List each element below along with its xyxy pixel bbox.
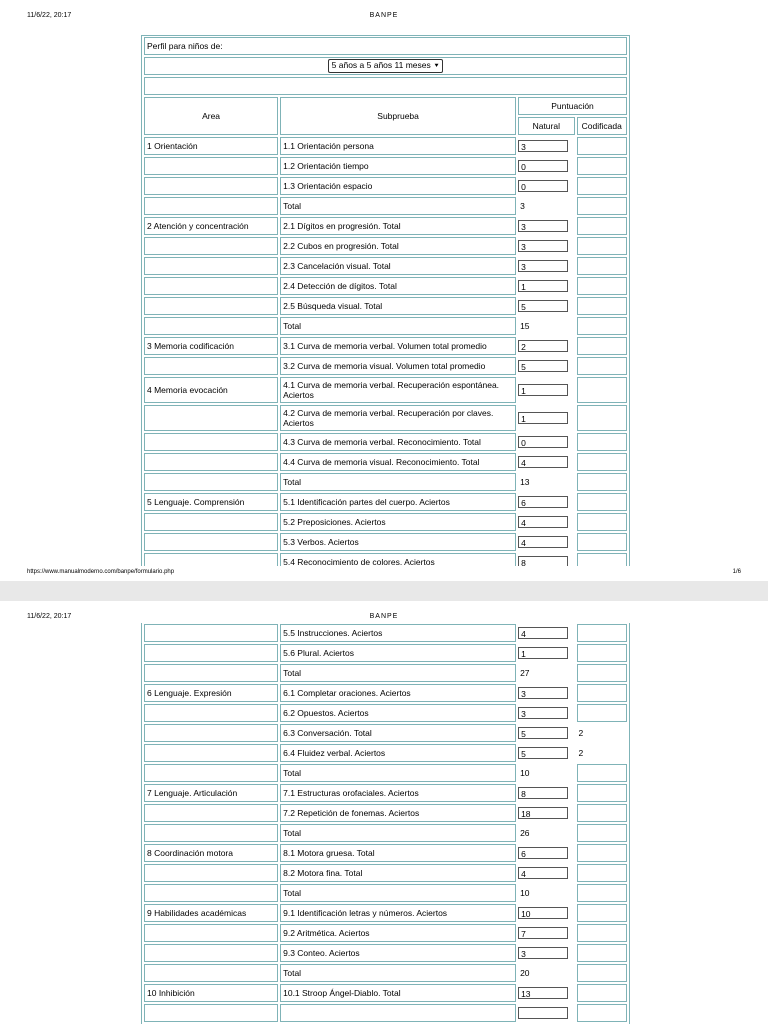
table-row [144, 844, 627, 862]
area-cell [144, 764, 278, 782]
table-row [144, 433, 627, 451]
natural-score-cell [518, 177, 574, 195]
natural-score-cell [518, 684, 574, 702]
coded-score-cell [577, 297, 627, 315]
age-select[interactable] [328, 59, 444, 73]
subtest-cell: 5.6 Plural. Aciertos [280, 644, 516, 662]
scores-table [142, 35, 629, 566]
subtest-cell: 5.5 Instrucciones. Aciertos [280, 624, 516, 642]
subtest-cell: 1.2 Orientación tiempo [280, 157, 516, 175]
subtest-cell: 2.1 Dígitos en progresión. Total [280, 217, 516, 235]
age-select-value: 5 años a 5 años 11 meses [331, 60, 431, 70]
coded-score-cell [577, 317, 627, 335]
coded-score-cell [577, 237, 627, 255]
coded-score-cell [577, 197, 627, 215]
subtest-cell: 6.2 Opuestos. Aciertos [280, 704, 516, 722]
total-natural-value: 27 [520, 668, 530, 678]
print-datetime: 11/6/22, 20:17 [27, 12, 72, 19]
natural-score-cell [518, 237, 574, 255]
natural-score-cell [518, 493, 574, 511]
natural-score-input[interactable]: 4 [518, 536, 568, 548]
natural-score-cell [518, 644, 574, 662]
table-row [144, 237, 627, 255]
subtest-cell: 6.3 Conversación. Total [280, 724, 516, 742]
area-cell [144, 237, 278, 255]
table-row [144, 964, 627, 982]
area-cell [144, 277, 278, 295]
table-row [144, 784, 627, 802]
table-row [144, 644, 627, 662]
total-natural-value: 20 [520, 968, 530, 978]
natural-score-cell [518, 984, 574, 1002]
spacer-row [144, 77, 627, 95]
table-row [144, 744, 627, 762]
table-row [144, 297, 627, 315]
subtest-cell: 2.2 Cubos en progresión. Total [280, 237, 516, 255]
natural-score-cell [518, 405, 574, 431]
age-select-cell [144, 57, 627, 75]
subtest-cell: 7.2 Repetición de fonemas. Aciertos [280, 804, 516, 822]
area-cell: 4 Memoria evocación [144, 377, 278, 403]
coded-score-cell [577, 704, 627, 722]
natural-score-input[interactable]: 3 [518, 220, 568, 232]
natural-score-cell [518, 277, 574, 295]
subtest-cell: 4.4 Curva de memoria visual. Reconocimiento. Total [280, 453, 516, 471]
table-row [144, 157, 627, 175]
natural-score-cell [518, 904, 574, 922]
print-url: https://www.manualmoderno.com/banpe/formulario.php [27, 569, 175, 575]
natural-score-input[interactable]: 1 [518, 412, 568, 424]
subtest-cell: 7.1 Estructuras orofaciales. Aciertos [280, 784, 516, 802]
coded-score-cell [577, 377, 627, 403]
natural-score-cell [518, 924, 574, 942]
total-label: Total [280, 824, 516, 842]
table-row [144, 197, 627, 215]
natural-score-cell [518, 257, 574, 275]
table-row [144, 984, 627, 1002]
table-row [144, 944, 627, 962]
natural-score-cell [518, 784, 574, 802]
print-page-2 [0, 601, 768, 1024]
table-row [144, 177, 627, 195]
coded-score-cell [577, 804, 627, 822]
subtest-cell: 9.2 Aritmética. Aciertos [280, 924, 516, 942]
form-frame [141, 35, 630, 566]
natural-score-cell [518, 453, 574, 471]
coded-score-cell [577, 924, 627, 942]
area-cell: 3 Memoria codificación [144, 337, 278, 355]
print-datetime: 11/6/22, 20:17 [27, 613, 72, 620]
subtest-cell: 8.2 Motora fina. Total [280, 864, 516, 882]
total-natural-value: 13 [520, 477, 530, 487]
natural-score-input[interactable]: 4 [518, 456, 568, 468]
col-header-area: Area [144, 97, 278, 135]
area-cell [144, 433, 278, 451]
subtest-cell: 8.1 Motora gruesa. Total [280, 844, 516, 862]
coded-score-cell [577, 664, 627, 682]
coded-score-cell [577, 884, 627, 902]
total-label: Total [280, 664, 516, 682]
total-label: Total [280, 197, 516, 215]
area-cell [144, 924, 278, 942]
coded-score-cell [577, 533, 627, 551]
coded-score-cell [577, 177, 627, 195]
print-page-number: 1/6 [732, 569, 741, 575]
area-cell [144, 297, 278, 315]
natural-score-cell [518, 297, 574, 315]
coded-score-cell [577, 337, 627, 355]
coded-score-cell [577, 357, 627, 375]
coded-score-cell [577, 433, 627, 451]
natural-score-cell [518, 513, 574, 531]
table-row [144, 684, 627, 702]
coded-score-cell [577, 644, 627, 662]
subtest-cell: 5.3 Verbos. Aciertos [280, 533, 516, 551]
area-cell [144, 513, 278, 531]
area-cell: 8 Coordinación motora [144, 844, 278, 862]
natural-score-input[interactable]: 0 [518, 180, 568, 192]
table-row [144, 277, 627, 295]
area-cell [144, 724, 278, 742]
natural-score-cell [518, 704, 574, 722]
coded-score-cell [577, 1004, 627, 1022]
area-cell [144, 884, 278, 902]
natural-score-input[interactable]: 4 [518, 867, 568, 879]
coded-score-cell [577, 137, 627, 155]
area-cell [144, 177, 278, 195]
subtest-cell: 4.2 Curva de memoria verbal. Recuperación por claves. Aciertos [280, 405, 516, 431]
natural-score-cell [518, 724, 574, 742]
natural-score-cell [518, 137, 574, 155]
col-header-natural: Natural [518, 117, 574, 135]
coded-score-cell [577, 784, 627, 802]
total-label: Total [280, 473, 516, 491]
coded-score-cell [577, 553, 627, 566]
total-natural-value: 26 [520, 828, 530, 838]
area-cell [144, 864, 278, 882]
natural-score-input[interactable]: 5 [518, 727, 568, 739]
subtest-cell [280, 1004, 516, 1022]
subtest-cell: 4.1 Curva de memoria verbal. Recuperación espontánea. Aciertos [280, 377, 516, 403]
area-cell: 6 Lenguaje. Expresión [144, 684, 278, 702]
subtest-cell: 5.4 Reconocimiento de colores. Aciertos [280, 553, 516, 566]
total-natural-value: 10 [520, 768, 530, 778]
natural-score-cell [518, 433, 574, 451]
natural-score-input[interactable]: 3 [518, 707, 568, 719]
area-cell [144, 804, 278, 822]
table-row [144, 924, 627, 942]
natural-score-cell [518, 217, 574, 235]
print-title: BANPE [369, 613, 399, 620]
table-row [144, 824, 627, 842]
table-row [144, 864, 627, 882]
natural-score-input[interactable]: 5 [518, 360, 568, 372]
area-cell [144, 405, 278, 431]
area-cell [144, 704, 278, 722]
subtest-cell: 1.3 Orientación espacio [280, 177, 516, 195]
table-row [144, 764, 627, 782]
area-cell [144, 453, 278, 471]
subtest-cell: 2.5 Búsqueda visual. Total [280, 297, 516, 315]
natural-score-input[interactable]: 7 [518, 927, 568, 939]
table-row [144, 704, 627, 722]
table-row [144, 337, 627, 355]
area-cell [144, 357, 278, 375]
natural-score-input[interactable]: 3 [518, 947, 568, 959]
area-cell [144, 553, 278, 566]
table-row [144, 493, 627, 511]
natural-score-input[interactable]: 10 [518, 907, 568, 919]
coded-score-cell [577, 764, 627, 782]
subtest-cell: 1.1 Orientación persona [280, 137, 516, 155]
table-row [144, 804, 627, 822]
table-row [144, 317, 627, 335]
area-cell: 1 Orientación [144, 137, 278, 155]
area-cell [144, 744, 278, 762]
total-natural-value: 10 [520, 888, 530, 898]
area-cell [144, 964, 278, 982]
natural-score-input[interactable]: 6 [518, 847, 568, 859]
table-row [144, 257, 627, 275]
col-header-subtest: Subprueba [280, 97, 516, 135]
area-cell [144, 197, 278, 215]
table-row [144, 533, 627, 551]
natural-score-cell [518, 377, 574, 403]
natural-score-input[interactable]: 2 [518, 340, 568, 352]
coded-score-cell [577, 944, 627, 962]
coded-score-cell [577, 684, 627, 702]
natural-score-input[interactable]: 3 [518, 687, 568, 699]
table-row [144, 664, 627, 682]
natural-score-cell [518, 624, 574, 642]
natural-score-input[interactable]: 1 [518, 647, 568, 659]
natural-score-cell [518, 337, 574, 355]
area-cell [144, 664, 278, 682]
subtest-cell: 3.2 Curva de memoria visual. Volumen total promedio [280, 357, 516, 375]
natural-score-input[interactable] [518, 1007, 568, 1019]
subtest-cell: 2.3 Cancelación visual. Total [280, 257, 516, 275]
total-label: Total [280, 964, 516, 982]
natural-score-cell [518, 864, 574, 882]
natural-score-input[interactable]: 5 [518, 300, 568, 312]
area-cell: 5 Lenguaje. Comprensión [144, 493, 278, 511]
natural-score-cell [518, 1004, 574, 1022]
coded-score-cell [577, 405, 627, 431]
subtest-cell: 3.1 Curva de memoria verbal. Volumen total promedio [280, 337, 516, 355]
table-row [144, 377, 627, 403]
table-row [144, 137, 627, 155]
coded-score-cell [577, 864, 627, 882]
table-row [144, 357, 627, 375]
area-cell: 10 Inhibición [144, 984, 278, 1002]
subtest-cell: 9.1 Identificación letras y números. Aciertos [280, 904, 516, 922]
area-cell [144, 257, 278, 275]
natural-score-input[interactable]: 8 [518, 787, 568, 799]
coded-score-cell [577, 493, 627, 511]
area-cell [144, 317, 278, 335]
total-label: Total [280, 884, 516, 902]
coded-score-cell [577, 904, 627, 922]
chevron-down-icon: ⯆ [433, 63, 440, 70]
natural-score-input[interactable]: 1 [518, 384, 568, 396]
subtest-cell: 2.4 Detección de dígitos. Total [280, 277, 516, 295]
subtest-cell: 4.3 Curva de memoria verbal. Reconocimiento. Total [280, 433, 516, 451]
natural-score-input[interactable]: 4 [518, 516, 568, 528]
table-row [144, 553, 627, 566]
natural-score-input[interactable]: 3 [518, 240, 568, 252]
coded-score-cell [577, 257, 627, 275]
area-cell: 2 Atención y concentración [144, 217, 278, 235]
table-row [144, 473, 627, 491]
natural-score-input[interactable]: 1 [518, 280, 568, 292]
area-cell [144, 473, 278, 491]
total-label: Total [280, 317, 516, 335]
natural-score-cell [518, 744, 574, 762]
natural-score-input[interactable]: 18 [518, 807, 568, 819]
subtest-cell: 10.1 Stroop Ángel-Diablo. Total [280, 984, 516, 1002]
natural-score-cell [518, 553, 574, 566]
area-cell: 9 Habilidades académicas [144, 904, 278, 922]
table-row [144, 904, 627, 922]
col-header-score: Puntuación [518, 97, 627, 115]
coded-score-cell [577, 453, 627, 471]
natural-score-cell [518, 804, 574, 822]
total-natural-value: 15 [520, 321, 530, 331]
table-row [144, 884, 627, 902]
subtest-cell: 5.1 Identificación partes del cuerpo. Aciertos [280, 493, 516, 511]
table-row [144, 724, 627, 742]
scores-table [142, 623, 629, 1024]
coded-score-cell: 2 [578, 748, 584, 758]
area-cell [144, 624, 278, 642]
subtest-cell: 6.4 Fluidez verbal. Aciertos [280, 744, 516, 762]
profile-label: Perfil para niños de: [144, 37, 627, 55]
subtest-cell: 9.3 Conteo. Aciertos [280, 944, 516, 962]
natural-score-cell [518, 357, 574, 375]
natural-score-input[interactable]: 0 [518, 436, 568, 448]
total-natural-value: 3 [520, 201, 525, 211]
subtest-cell: 5.2 Preposiciones. Aciertos [280, 513, 516, 531]
table-row [144, 624, 627, 642]
natural-score-input[interactable]: 5 [518, 747, 568, 759]
natural-score-input[interactable]: 13 [518, 987, 568, 999]
area-cell [144, 1004, 278, 1022]
natural-score-cell [518, 844, 574, 862]
natural-score-input[interactable]: 4 [518, 627, 568, 639]
coded-score-cell [577, 844, 627, 862]
form-frame [141, 623, 630, 1024]
table-row [144, 405, 627, 431]
coded-score-cell [577, 217, 627, 235]
natural-score-input[interactable]: 3 [518, 260, 568, 272]
print-header [0, 12, 768, 26]
area-cell [144, 824, 278, 842]
print-title: BANPE [369, 12, 399, 19]
coded-score-cell [577, 824, 627, 842]
coded-score-cell [577, 984, 627, 1002]
subtest-cell: 6.1 Completar oraciones. Aciertos [280, 684, 516, 702]
coded-score-cell [577, 624, 627, 642]
total-label: Total [280, 764, 516, 782]
natural-score-cell [518, 157, 574, 175]
natural-score-cell [518, 533, 574, 551]
coded-score-cell: 2 [578, 728, 584, 738]
area-cell [144, 157, 278, 175]
coded-score-cell [577, 964, 627, 982]
area-cell [144, 944, 278, 962]
coded-score-cell [577, 157, 627, 175]
table-row [144, 453, 627, 471]
table-row [144, 513, 627, 531]
table-row [144, 217, 627, 235]
table-row [144, 1004, 627, 1022]
area-cell [144, 533, 278, 551]
area-cell [144, 644, 278, 662]
coded-score-cell [577, 513, 627, 531]
natural-score-cell [518, 944, 574, 962]
natural-score-input[interactable]: 0 [518, 160, 568, 172]
coded-score-cell [577, 473, 627, 491]
col-header-coded: Codificada [577, 117, 627, 135]
coded-score-cell [577, 277, 627, 295]
natural-score-input[interactable]: 3 [518, 140, 568, 152]
area-cell: 7 Lenguaje. Articulación [144, 784, 278, 802]
natural-score-input[interactable]: 8 [518, 556, 568, 566]
natural-score-input[interactable]: 6 [518, 496, 568, 508]
